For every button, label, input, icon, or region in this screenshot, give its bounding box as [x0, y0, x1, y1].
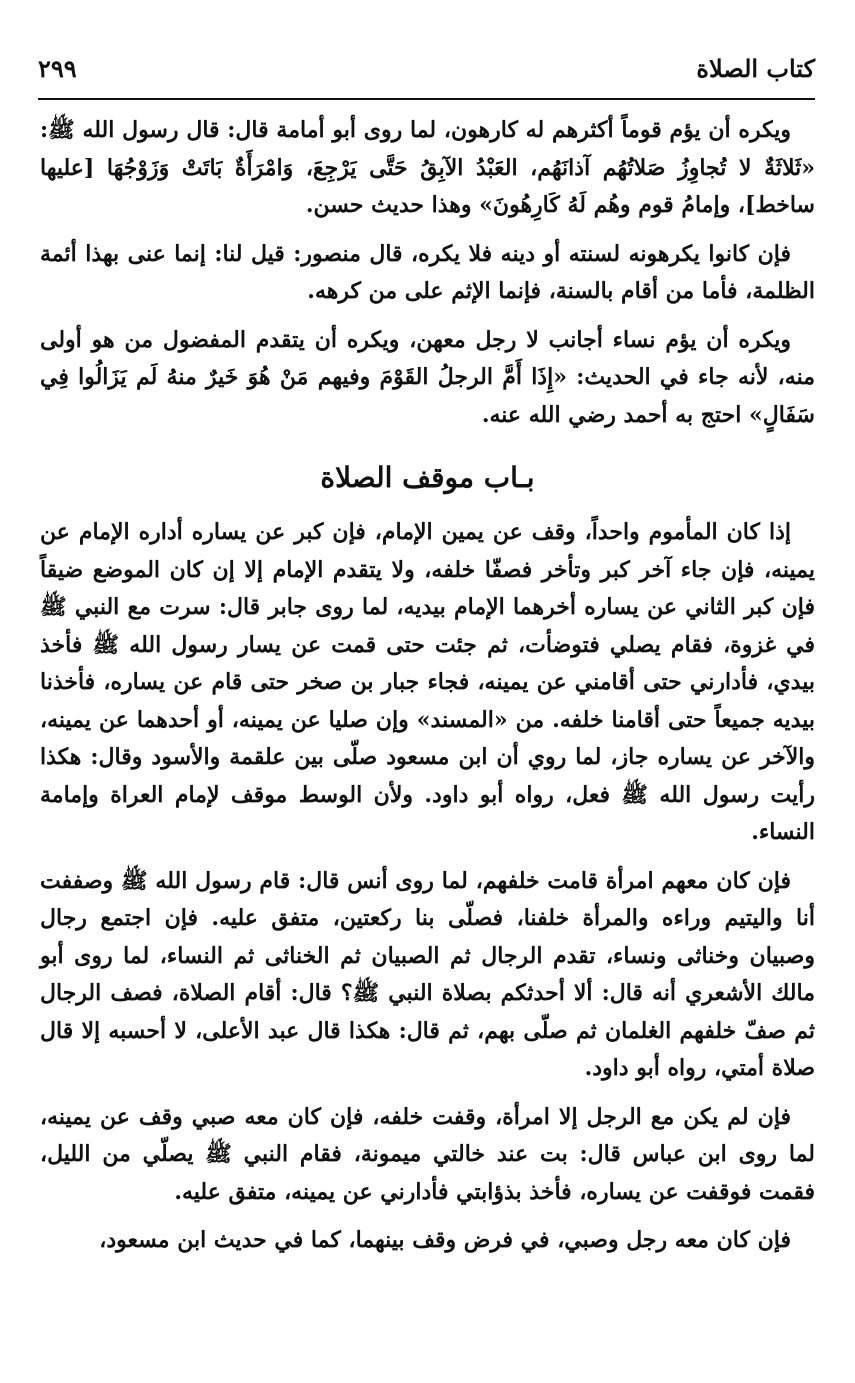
- header-divider: [38, 98, 815, 100]
- paragraph-woman-behind: فإن كان معهم امرأة قامت خلفهم، لما روى أنس قال: قام رسول الله ﷺ وصففت أنا واليتيم وراءه والمرأة خلفنا، فصلّى بنا ركعتين، متفق عليه. فإن اجتمع رجال وصبيان وخناثى ونساء، تقدم الرجال ثم الصبيان ثم الخناثى ثم النساء، لما روى أبو مالك الأشعري أنه قال: ألا أحدثكم بصلاة النبي ﷺ؟ قال: أقام الصلاة، فصف الرجال ثم صفّ خلفهم الغلمان ثم صلّى بهم، ثم قال: هكذا قال عبد الأعلى، لا أحسبه إلا قال صلاة أمتي، رواه أبو داود.: [40, 867, 815, 1081]
- paragraph-man-and-boy: فإن كان معه رجل وصبي، في فرض وقف بينهما، كما في حديث ابن مسعود،: [99, 1227, 791, 1253]
- page-number: ٢٩٩: [38, 54, 77, 83]
- paragraph-women-and-better-imam: ويكره أن يؤم نساء أجانب لا رجل معهن، ويكره أن يتقدم المفضول من هو أولى منه، لأنه جاء في الحديث: «إِذَا أَمَّ الرجلُ القَوْمَ وفيهم مَنْ هُوَ خَيرٌ منهُ لَم يَزَالُوا فِي سَفَالٍ» احتج به أحمد رضي الله عنه.: [40, 326, 815, 428]
- running-header: [38, 52, 815, 96]
- paragraph-imam-disliked: ويكره أن يؤم قوماً أكثرهم له كارهون، لما روى أبو أمامة قال: قال رسول الله ﷺ: «ثَلاثَةٌ لا تُجاوِزُ صَلاتُهُم آذانَهُم، العَبْدُ الآبِقُ حَتَّى يَرْجِعَ، وَامْرَأَةٌ بَاتَتْ وَزَوْجُهَا [عليها ساخط]، وإمامُ قوم وهُم لَهُ كَارِهُونَ» وهذا حديث حسن.: [40, 117, 815, 218]
- paragraph-man-and-woman: فإن لم يكن مع الرجل إلا امرأة، وقفت خلفه، فإن كان معه صبي وقف عن يمينه، لما روى ابن عباس قال: بت عند خالتي ميمونة، فقام النبي ﷺ يصلّي من الليل، فقمت فوقفت عن يساره، فأخذ بذؤابتي فأدارني عن يمينه، متفق عليه.: [40, 1103, 815, 1205]
- paragraph-sunnah-exception: فإن كانوا يكرهونه لسنته أو دينه فلا يكره، قال منصور: قيل لنا: إنما عنى بهذا أئمة الظلمة، فأما من أقام بالسنة، فإنما الإثم على من كرهه.: [40, 240, 815, 304]
- paragraph-single-follower: إذا كان المأموم واحداً، وقف عن يمين الإمام، فإن كبر عن يساره أداره الإمام عن يمينه، فإن جاء آخر كبر وتأخر فصفّا خلفه، ولا يتقدم الإمام إلا إن كان الموضع ضيقاً فإن كبر الثاني عن يساره أخرهما الإمام بيديه، لما روى جابر قال: سرت مع النبي ﷺ في غزوة، فقام يصلي فتوضأت، ثم جئت حتى قمت عن يسار رسول الله ﷺ فأخذ بيدي، فأدارني حتى أقامني عن يمينه، فجاء جبار بن صخر حتى قام عن يساره، فأخذنا بيديه جميعاً حتى أقامنا خلفه. من «المسند» وإن صليا عن يمينه، أو أحدهما عن يمينه، والآخر عن يساره جاز، لما روي أن ابن مسعود صلّى بين علقمة والأسود وقال: هكذا رأيت رسول الله ﷺ فعل، رواه أبو داود. ولأن الوسط موقف لإمام العراة وإمامة النساء.: [40, 519, 815, 845]
- section-heading: بـاب موقف الصلاة: [320, 461, 535, 494]
- running-title: كتاب الصلاة: [696, 54, 815, 83]
- page-body: [40, 112, 815, 1271]
